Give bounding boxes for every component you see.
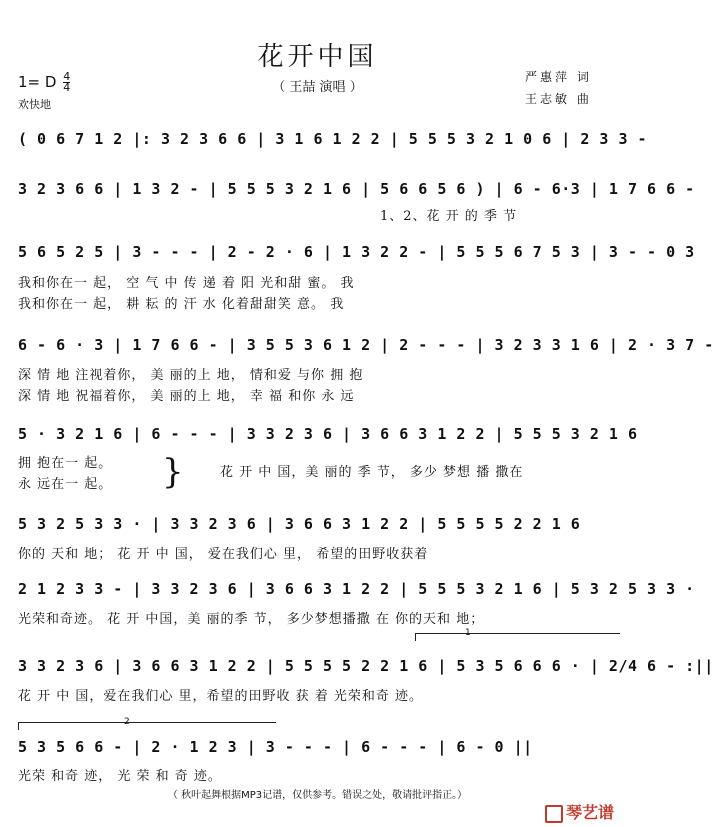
- volta-2-bracket: [18, 722, 276, 723]
- lyric-line-a2: 我和你在一 起， 耕 耘 的 汗 水 化着甜甜笑 意。 我: [18, 297, 345, 312]
- volta-1-bracket: [415, 633, 620, 634]
- verse-brace: }: [162, 452, 184, 492]
- music-line-4: 6 - 6 · 3 | 1 7 6 6 - | 3 5 5 3 6 1 2 | 2 - - - | 3 2 3 3 1 6 | 2 · 3 7 -: [18, 336, 714, 354]
- music-line-1: ( 0 6 7 1 2 |: 3 2 3 6 6 | 3 1 6 1 2 2 | 5 5 5 3 2 1 0 6 | 2 3 3 -: [18, 130, 648, 148]
- volta-2-tick: [18, 722, 19, 730]
- volta-1-number: 1: [465, 628, 471, 638]
- lyric-line-ending: 光荣 和奇 迹， 光 荣 和 奇 迹。: [18, 769, 222, 784]
- key-signature: [18, 72, 70, 93]
- lyric-line-c2: 永 远在一 起。: [18, 477, 113, 492]
- lyric-line-verse-intro: 1、2、花 开 的 季 节: [380, 209, 518, 224]
- music-line-6: 5 3 2 5 3 3 · | 3 3 2 3 6 | 3 6 6 3 1 2 2 | 5 5 5 5 2 2 1 6: [18, 515, 581, 533]
- music-line-2: 3 2 3 6 6 | 1 3 2 - | 5 5 5 3 2 1 6 | 5 6 6 5 6 ) | 6 - 6·3 | 1 7 6 6 -: [18, 180, 695, 198]
- lyric-line-c1: 拥 抱在一 起。: [18, 456, 113, 471]
- logo-text: 琴艺谱: [566, 803, 615, 822]
- composer-credit: 王志敏 曲: [525, 92, 592, 106]
- music-line-5: 5 · 3 2 1 6 | 6 - - - | 3 3 2 3 6 | 3 6 6 3 1 2 2 | 5 5 5 3 2 1 6: [18, 425, 638, 443]
- lyric-line-chorus-3: 光荣和奇迹。 花 开 中国，美 丽的季 节， 多少梦想播撒 在 你的天和 地；: [18, 612, 485, 627]
- site-logo: [545, 800, 614, 823]
- lyric-line-a1: 我和你在一 起， 空 气 中 传 递 着 阳 光和甜 蜜。 我: [18, 276, 355, 291]
- music-line-3: 5 6 5 2 5 | 3 - - - | 2 - 2 · 6 | 1 3 2 2 - | 5 5 5 6 7 5 3 | 3 - - 0 3: [18, 243, 695, 261]
- music-line-9: 5 3 5 6 6 - | 2 · 1 2 3 | 3 - - - | 6 - - - | 6 - 0 ||: [18, 738, 533, 756]
- tempo-marking: 欢快地: [18, 98, 51, 111]
- lyric-line-chorus-1: 花 开 中 国，美 丽的 季 节， 多少 梦想 播 撒在: [220, 465, 524, 480]
- lyricist-credit: 严惠萍 词: [525, 70, 592, 84]
- key-label: 1= D: [18, 73, 57, 91]
- song-title: 花开中国: [257, 42, 378, 72]
- volta-1-tick: [415, 633, 416, 641]
- lyric-line-chorus-4: 花 开 中 国，爱在我们心 里，希望的田野收 获 着 光荣和奇 迹。: [18, 689, 424, 704]
- lyric-line-b1: 深 情 地 注视着你， 美 丽的上 地， 情和爱 与你 拥 抱: [18, 368, 364, 383]
- time-signature: [63, 72, 70, 93]
- music-line-7: 2 1 2 3 3 - | 3 3 2 3 6 | 3 6 6 3 1 2 2 | 5 5 5 3 2 1 6 | 5 3 2 5 3 3 ·: [18, 580, 695, 598]
- time-top: 4: [63, 70, 71, 83]
- volta-2-number: 2: [124, 717, 130, 727]
- footnote: （ 秋叶起舞根据MP3记谱，仅供参考。错误之处，敬请批评指正。）: [167, 790, 468, 801]
- lyric-line-chorus-2: 你的 天和 地； 花 开 中 国， 爱在我们心 里， 希望的田野收获着: [18, 547, 429, 562]
- lyric-line-b2: 深 情 地 祝福着你， 美 丽的上 地， 幸 福 和你 永 远: [18, 389, 355, 404]
- time-bottom: 4: [63, 81, 71, 94]
- logo-icon: [545, 805, 563, 823]
- music-line-8: 3 3 2 3 6 | 3 6 6 3 1 2 2 | 5 5 5 5 2 2 1 6 | 5 3 5 6 6 6 · | 2/4 6 - :||: [18, 657, 714, 675]
- performer-subtitle: （ 王喆 演唱 ）: [272, 80, 363, 95]
